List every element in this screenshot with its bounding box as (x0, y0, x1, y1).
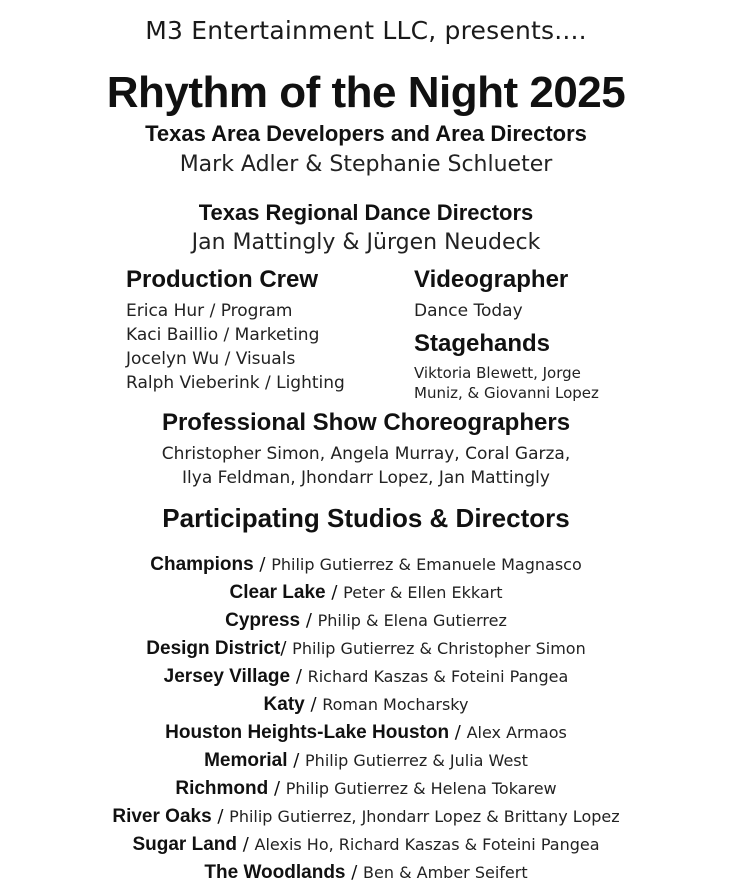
studio-separator: / (345, 862, 364, 883)
studio-separator: / (253, 554, 272, 575)
studio-row (0, 691, 732, 719)
crew-member: Erica Hur / Program (126, 301, 293, 321)
choreographers-names (0, 442, 732, 490)
area-directors-heading: Texas Area Developers and Area Directors (145, 121, 587, 146)
studio-name: Katy (263, 694, 305, 715)
regional-directors-heading: Texas Regional Dance Directors (198, 200, 534, 225)
studio-separator: / (287, 750, 306, 771)
choreographers-heading: Professional Show Choreographers (161, 409, 571, 436)
videographer-name: Dance Today (414, 301, 523, 321)
videographer-stagehands-section (414, 265, 714, 403)
studio-name: Richmond (175, 778, 269, 799)
regional-directors-names: Jan Mattingly & Jürgen Neudeck (191, 230, 541, 255)
studio-separator: / (237, 834, 255, 855)
studio-directors: Alexis Ho, Richard Kaszas & Foteini Pangea (254, 835, 600, 854)
studio-name: Cypress (225, 610, 301, 631)
studio-directors: Richard Kaszas & Foteini Pangea (307, 667, 569, 686)
studio-directors: Ben & Amber Seifert (363, 863, 528, 882)
studio-directors: Philip Gutierrez & Helena Tokarew (285, 779, 557, 798)
studio-directors: Philip & Elena Gutierrez (317, 611, 507, 630)
studio-name: Jersey Village (163, 666, 291, 687)
studio-row (0, 663, 732, 691)
studio-name: Memorial (204, 750, 288, 771)
production-crew-section (126, 265, 406, 395)
production-crew-heading: Production Crew (126, 266, 319, 293)
studio-directors: Philip Gutierrez, Jhondarr Lopez & Brittany Lopez (229, 807, 620, 826)
studio-row (0, 719, 732, 747)
studio-directors: Philip Gutierrez & Julia West (305, 751, 528, 770)
crew-member: Ralph Vieberink / Lighting (126, 373, 345, 393)
studios-list (0, 551, 732, 887)
studio-directors: Philip Gutierrez & Emanuele Magnasco (271, 555, 582, 574)
stagehands-line: Viktoria Blewett, Jorge (414, 364, 581, 382)
studio-separator: / (211, 806, 230, 827)
studio-separator: / (449, 722, 467, 743)
studio-separator: / (268, 778, 286, 799)
studio-name: Houston Heights-Lake Houston (165, 722, 450, 743)
crew-member: Jocelyn Wu / Visuals (126, 349, 296, 369)
crew-member: Kaci Baillio / Marketing (126, 325, 320, 345)
area-directors-names: Mark Adler & Stephanie Schlueter (179, 152, 553, 177)
studio-name: Clear Lake (229, 582, 326, 603)
studio-separator: / (290, 666, 308, 687)
studio-separator: / (280, 638, 293, 659)
studio-row (0, 775, 732, 803)
studio-separator: / (304, 694, 323, 715)
studio-row (0, 607, 732, 635)
videographer-heading: Videographer (414, 266, 569, 293)
studio-name: Design District (146, 638, 281, 659)
studio-directors: Peter & Ellen Ekkart (343, 583, 503, 602)
studio-row (0, 803, 732, 831)
studio-row (0, 635, 732, 663)
studio-row (0, 831, 732, 859)
studio-row (0, 551, 732, 579)
studio-separator: / (300, 610, 318, 631)
studio-row (0, 747, 732, 775)
studios-heading: Participating Studios & Directors (162, 503, 570, 533)
studio-name: The Woodlands (204, 862, 346, 883)
studio-row (0, 859, 732, 887)
studio-name: River Oaks (112, 806, 212, 827)
stagehands-line: Muniz, & Giovanni Lopez (414, 384, 599, 402)
studio-name: Sugar Land (132, 834, 237, 855)
studio-directors: Philip Gutierrez & Christopher Simon (292, 639, 586, 658)
page-title: Rhythm of the Night 2025 (106, 68, 626, 117)
choreographers-line: Christopher Simon, Angela Murray, Coral Garza, (161, 444, 571, 464)
choreographers-line: Ilya Feldman, Jhondarr Lopez, Jan Mattingly (182, 468, 550, 488)
studio-directors: Roman Mocharsky (322, 695, 469, 714)
stagehands-heading: Stagehands (414, 330, 551, 357)
studio-directors: Alex Armaos (466, 723, 567, 742)
studio-name: Champions (150, 554, 254, 575)
studio-row (0, 579, 732, 607)
presenter-line: M3 Entertainment LLC, presents.... (145, 16, 587, 45)
studio-separator: / (325, 582, 344, 603)
